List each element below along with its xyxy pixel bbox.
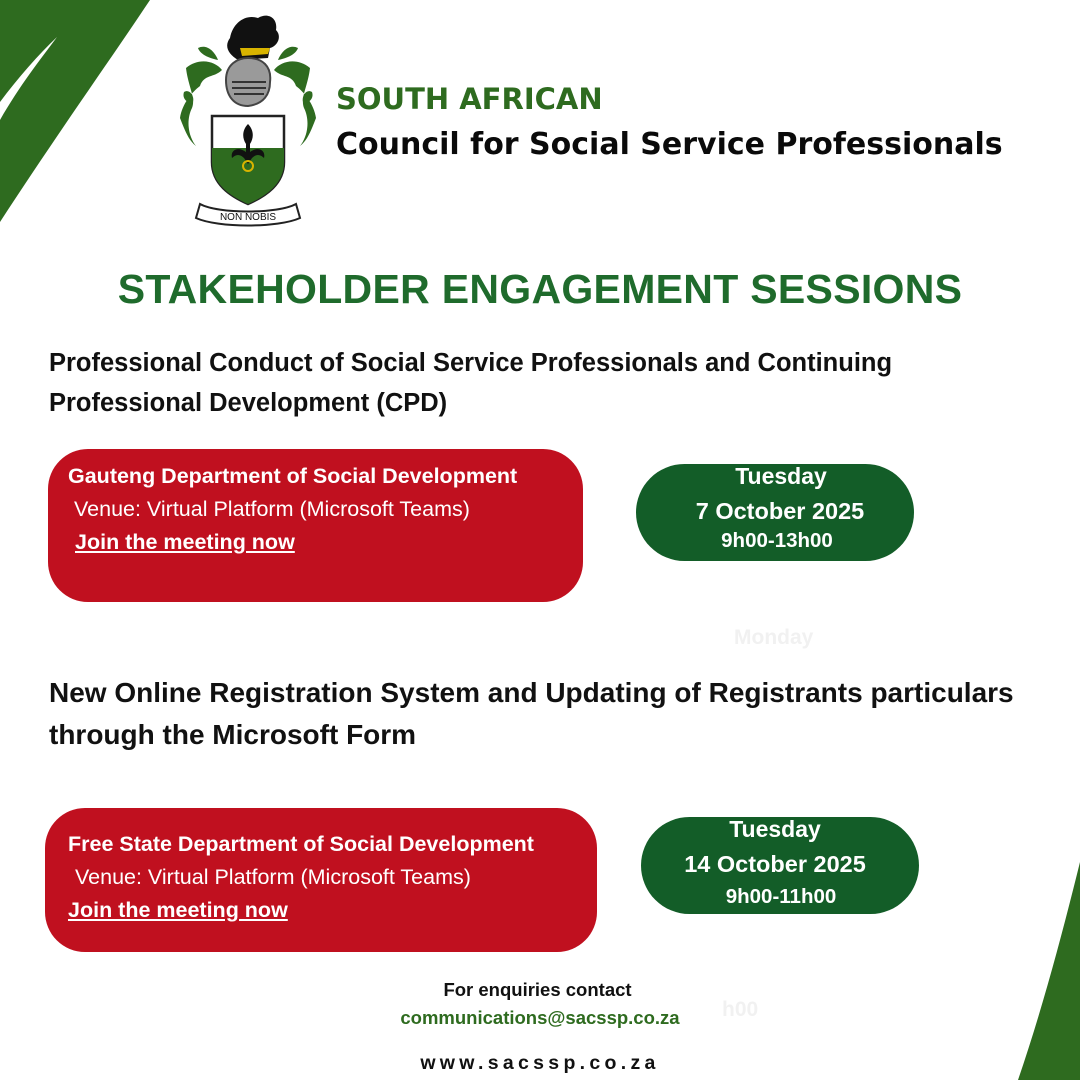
ghost-day-text: Monday	[734, 626, 814, 649]
session-date: 7 October 2025	[695, 498, 865, 524]
contact-email[interactable]: communications@sacssp.co.za	[400, 1007, 680, 1028]
coat-of-arms-icon	[178, 8, 318, 230]
department-name: Gauteng Department of Social Development	[68, 464, 518, 488]
ghost-time-text: h00	[722, 998, 759, 1021]
venue-text: Venue: Virtual Platform (Microsoft Teams)	[75, 865, 471, 889]
page-title: STAKEHOLDER ENGAGEMENT SESSIONS	[117, 266, 963, 312]
session-day: Tuesday	[729, 816, 821, 842]
venue-text: Venue: Virtual Platform (Microsoft Teams)	[74, 497, 470, 521]
org-name: Council for Social Service Professionals	[336, 127, 1003, 162]
session-day: Tuesday	[735, 463, 827, 489]
session-topic: New Online Registration System and Updating of Registrants particulars through the Microsoft Form	[49, 677, 1014, 750]
session-date: 14 October 2025	[684, 851, 866, 877]
session-time: 9h00-13h00	[721, 529, 833, 552]
org-name-top: SOUTH AFRICAN	[336, 82, 603, 116]
join-meeting-link[interactable]: Join the meeting now	[68, 898, 288, 922]
website-url[interactable]: www.sacssp.co.za	[420, 1052, 660, 1074]
session-topic: Professional Conduct of Social Service Professionals and Continuing Professional Development (CPD)	[49, 349, 893, 417]
session-time: 9h00-11h00	[725, 885, 837, 908]
session-date-badge	[636, 464, 914, 561]
join-meeting-link[interactable]: Join the meeting now	[75, 530, 295, 554]
session-venue-card	[48, 449, 583, 602]
motto-text: NON NOBIS	[219, 212, 277, 223]
enquiries-label: For enquiries contact	[443, 979, 632, 1000]
session-date-badge	[641, 817, 919, 914]
department-name: Free State Department of Social Development	[68, 832, 534, 856]
session-venue-card	[45, 808, 597, 952]
